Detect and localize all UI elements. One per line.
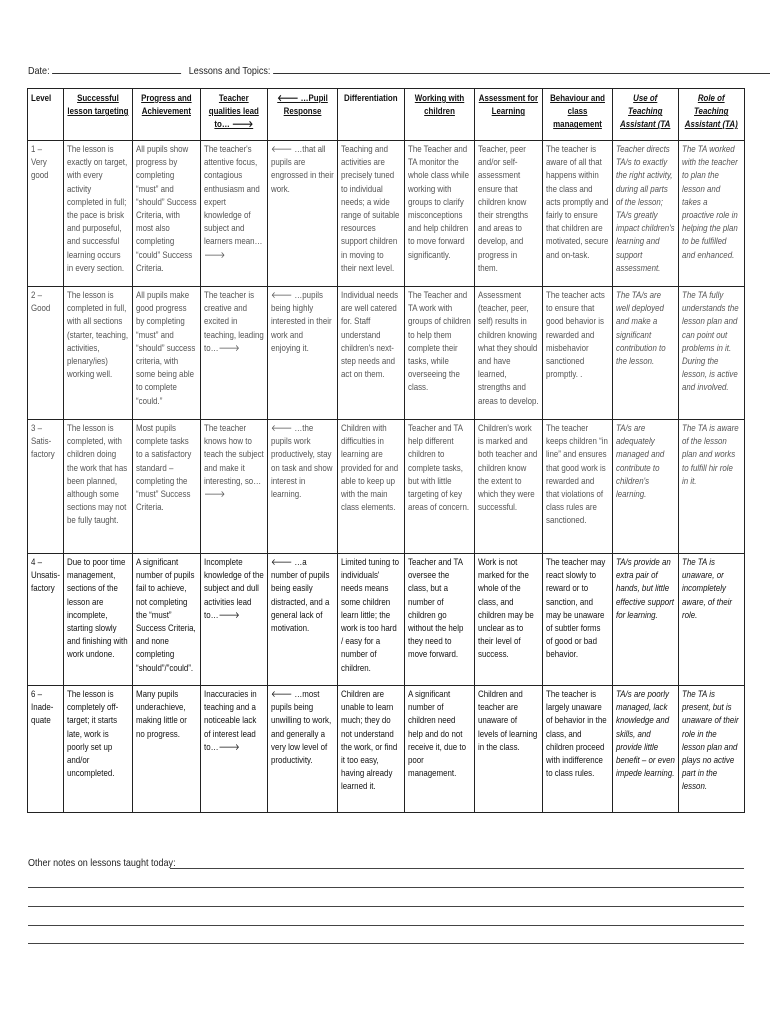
table-cell: The Teacher and TA work with groups of children to help them complete their tasks, while overseeing the class. [405,287,475,420]
col-header-differentiation: Differentiation [338,89,405,141]
level-cell: 2 – Good [28,287,64,420]
table-row [28,554,745,686]
table-cell: The TA is unaware, or incompletely aware, of their role. [679,554,745,686]
table-cell: The TA fully understands the lesson plan and can point out problems in it. During the lesson, is active and involved. [679,287,745,420]
level-cell: 4 – Unsatis-factory [28,554,64,686]
table-cell: The teacher is largely unaware of behavior in the class, and children proceed with indifference to class rules. [543,686,613,813]
table-cell: Teacher directs TA/s to exactly the right activity, during all parts of the lesson; TA/s greatly impact children's learning and support assessment. [613,141,679,287]
table-cell: The teacher may react slowly to reward or to sanction, and may be unaware of subtler forms of good or bad behavior. [543,554,613,686]
table-row [28,141,745,287]
col-header-progress: Progress and Achievement [133,89,201,141]
table-cell: TA/s are adequately managed and contribute to children's learning. [613,420,679,554]
col-header-level: Level [28,89,64,141]
table-cell: 🡐 …pupils being highly interested in their work and enjoying it. [268,287,338,420]
level-cell: 3 – Satis-factory [28,420,64,554]
table-cell: Children and teacher are unaware of levels of learning in the class. [475,686,543,813]
table-cell: Work is not marked for the whole of the class, and children may be unclear as to their level of success. [475,554,543,686]
header-row [28,89,745,141]
table-cell: 🡐 …most pupils being unwilling to work, and generally a very low level of productivity. [268,686,338,813]
topics-field[interactable] [273,64,770,74]
table-cell: TA/s provide an extra pair of hands, but little effective support for learning. [613,554,679,686]
date-label: Date: [28,65,50,77]
table-cell: The lesson is completely off-target; it starts late, work is poorly set up and/or uncompleted. [64,686,133,813]
table-cell: Incomplete knowledge of the subject and dull activities lead to…🡒 [201,554,268,686]
table-cell: The teacher keeps children “in line” and ensures that good work is rewarded and that violations of class rules are sanctioned. [543,420,613,554]
table-cell: Many pupils underachieve, making little or no progress. [133,686,201,813]
level-cell: 1 – Very good [28,141,64,287]
table-cell: Teacher and TA oversee the class, but a number of children go without the help they need to move forward. [405,554,475,686]
table-cell: Teacher, peer and/or self-assessment ensure that children know their strengths and areas to develop, and progress in them. [475,141,543,287]
notes-label: Other notes on lessons taught today: [28,857,176,869]
table-cell: The lesson is completed in full, with all sections (starter, teaching, activities, plenary/ies) working well. [64,287,133,420]
col-header-teacher-qualities: Teacher qualities lead to… 🡒 [201,89,268,141]
table-cell: TA/s are poorly managed, lack knowledge and skills, and provide little benefit – or even impede learning. [613,686,679,813]
table-cell: Children are unable to learn much; they do not understand the work, or find it too easy, having already learned it. [338,686,405,813]
header-line [28,64,644,77]
topics-label: Lessons and Topics: [188,65,271,77]
notes-line[interactable] [28,925,744,926]
notes-line[interactable] [28,887,744,888]
table-cell: The teacher is aware of all that happens within the class and acts promptly and fairly to ensure that children are motivated, secure and on-task. [543,141,613,287]
table-cell: 🡐 …that all pupils are engrossed in their work. [268,141,338,287]
table-cell: Assessment (teacher, peer, self) results in children knowing what they should and have learned, strengths and areas to develop. [475,287,543,420]
table-row [28,686,745,813]
table-cell: 🡐 …a number of pupils being easily distracted, and a general lack of motivation. [268,554,338,686]
notes-line[interactable] [28,943,744,944]
table-cell: All pupils show progress by completing “must” and “should” Success Criteria, with most also completing “could” Success Criteria. [133,141,201,287]
table-row [28,420,745,554]
table-cell: Limited tuning to individuals' needs means some children learn little; the work is too hard / easy for a number of children. [338,554,405,686]
table-cell: The TA/s are well deployed and make a significant contribution to the lesson. [613,287,679,420]
table-cell: A significant number of pupils fail to achieve, not completing the “must” Success Criteria, and none completing “should”/”could”. [133,554,201,686]
table-cell: 🡐 …the pupils work productively, stay on task and show interest in learning. [268,420,338,554]
table-cell: The Teacher and TA monitor the whole class while working with groups to clarify misconceptions and help children to move forward significantly. [405,141,475,287]
col-header-targeting: Successful lesson targeting [64,89,133,141]
table-cell: The TA worked with the teacher to plan the lesson and takes a proactive role in helping the plan to be fulfilled and enhanced. [679,141,745,287]
col-header-working-with-children: Working with children [405,89,475,141]
table-cell: Most pupils complete tasks to a satisfactory standard – completing the “must” Success Criteria. [133,420,201,554]
table-cell: Individual needs are well catered for. Staff understand children's next-step needs and act on them. [338,287,405,420]
table-cell: The teacher acts to ensure that good behavior is rewarded and misbehavior sanctioned promptly. . [543,287,613,420]
table-cell: The TA is aware of the lesson plan and works to fulfill hir role in it. [679,420,745,554]
notes-line[interactable] [28,906,744,907]
table-cell: The teacher knows how to teach the subject and make it interesting, so… 🡒 [201,420,268,554]
col-header-use-of-ta: Use of Teaching Assistant (TA [613,89,679,141]
table-row [28,287,745,420]
table-cell: Teacher and TA help different children to complete tasks, but with little targeting of key areas of concern. [405,420,475,554]
col-header-pupil-response: 🡐 …Pupil Response [268,89,338,141]
table-cell: All pupils make good progress by completing “must” and “should” success criteria, with some being able to complete “could.” [133,287,201,420]
lesson-observation-rubric [27,88,745,813]
table-cell: The lesson is completed, with children doing the work that has been planned, although some sections may not be fully taught. [64,420,133,554]
table-cell: Children's work is marked and both teacher and children know the extent to which they were successful. [475,420,543,554]
col-header-role-of-ta: Role of Teaching Assistant (TA) [679,89,745,141]
table-cell: Due to poor time management, sections of the lesson are incomplete, starting slowly and finishing with work undone. [64,554,133,686]
table-cell: The teacher is creative and excited in teaching, leading to…🡒 [201,287,268,420]
col-header-behaviour: Behaviour and class management [543,89,613,141]
table-cell: A significant number of children need help and do not receive it, due to poor management. [405,686,475,813]
table-cell: The teacher's attentive focus, contagious enthusiasm and expert knowledge of subject and learners mean… 🡒 [201,141,268,287]
col-header-assessment: Assessment for Learning [475,89,543,141]
table-cell: The lesson is exactly on target, with every activity completed in full; the pace is brisk and purposeful, and successful learning occurs in every section. [64,141,133,287]
table-cell: Inaccuracies in teaching and a noticeable lack of interest lead to…🡒 [201,686,268,813]
notes-line[interactable] [170,868,744,869]
date-field[interactable] [52,64,181,74]
table-cell: Teaching and activities are precisely tuned to individual needs; a wide range of suitable resources support children in moving to their next level. [338,141,405,287]
level-cell: 6 – Inade-quate [28,686,64,813]
table-cell: Children with difficulties in learning are provided for and able to keep up with the main class elements. [338,420,405,554]
table-cell: The TA is present, but is unaware of their role in the lesson plan and plays no active part in the lesson. [679,686,745,813]
